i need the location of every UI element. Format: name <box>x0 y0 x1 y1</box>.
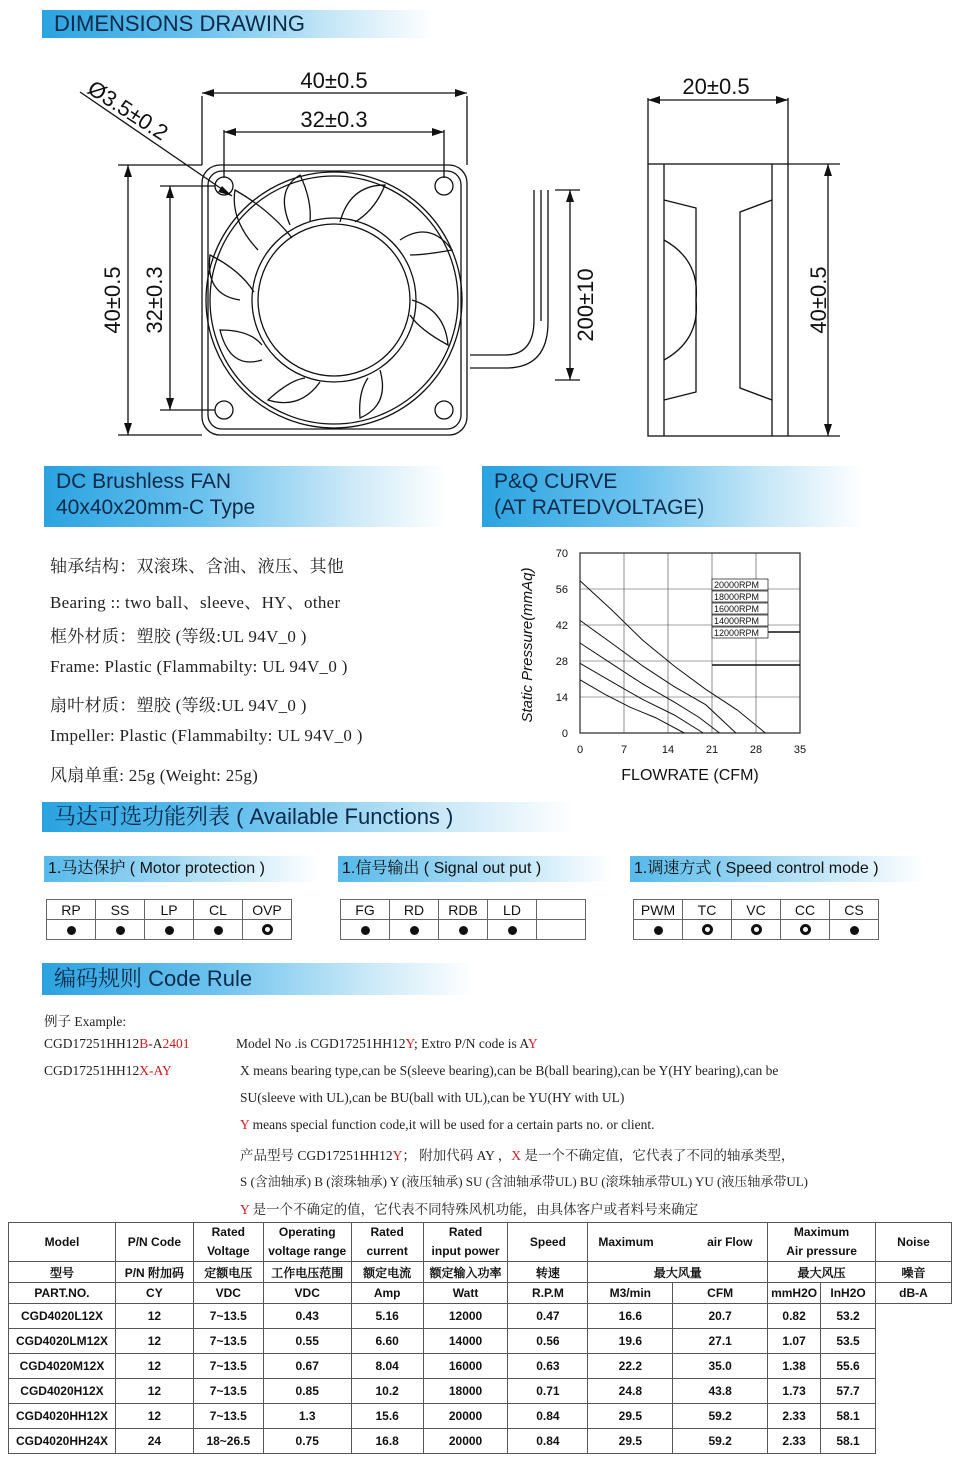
col-rated-voltage: Rated Voltage <box>193 1223 263 1262</box>
pq-curve-banner <box>482 466 864 527</box>
chart-x-tick: 0 <box>576 744 584 756</box>
value-cell: 0.71 <box>508 1379 588 1404</box>
speed-control-table <box>633 899 879 940</box>
chart-x-tick: 35 <box>793 744 807 756</box>
chart-x-label: FLOWRATE (CFM) <box>621 767 759 784</box>
chart-legend-label: 20000RPM <box>714 580 760 590</box>
model-cell: CGD4020HH24X <box>9 1429 116 1454</box>
code-rule-line-2: X means bearing type,can be S(sleeve bearing),can be B(ball bearing),can be Y(HY bearing),can be <box>240 1063 779 1078</box>
supported-dot-icon <box>410 926 419 935</box>
value-cell: 12 <box>115 1354 193 1379</box>
func-mark <box>634 920 683 940</box>
optional-ring-icon <box>800 924 811 935</box>
functions-banner <box>42 802 574 832</box>
chart-legend-label: 14000RPM <box>714 616 760 626</box>
func-col-label: LD <box>488 900 537 920</box>
dim-height-32: 32±0.3 <box>142 266 167 334</box>
value-cell: 0.82 <box>768 1304 821 1329</box>
fan-frame-outline <box>202 165 467 435</box>
value-cell: 58.1 <box>821 1429 876 1454</box>
func-col-label: VC <box>732 900 781 920</box>
func-col-label: CL <box>194 900 243 920</box>
func-mark <box>830 920 879 940</box>
dim-cable-length: 200±10 <box>573 268 598 342</box>
chart-x-tick: 7 <box>620 744 628 756</box>
value-cell: 1.38 <box>768 1354 821 1379</box>
func-mark <box>341 920 390 940</box>
func-mark <box>781 920 830 940</box>
value-cell: 0.55 <box>263 1329 351 1354</box>
value-cell: 7~13.5 <box>193 1329 263 1354</box>
table-row <box>9 1354 952 1379</box>
value-cell: 53.5 <box>821 1329 876 1354</box>
value-cell: 19.6 <box>588 1329 673 1354</box>
value-cell: 29.5 <box>588 1404 673 1429</box>
value-cell: 59.2 <box>673 1429 768 1454</box>
chart-y-tick: 70 <box>555 548 568 560</box>
value-cell: 1.3 <box>263 1404 351 1429</box>
value-cell: 29.5 <box>588 1429 673 1454</box>
func-col-label: FG <box>341 900 390 920</box>
value-cell: 15.6 <box>351 1404 423 1429</box>
value-cell: 0.56 <box>508 1329 588 1354</box>
col-speed: Speed <box>508 1223 588 1262</box>
value-cell: 5.16 <box>351 1304 423 1329</box>
func-mark <box>683 920 732 940</box>
pq-curve-subtitle: (AT RATEDVOLTAGE) <box>494 496 705 519</box>
table-header-cn: 型号 P/N 附加码 定额电压 工作电压范围 额定电流 额定输入功率 转速 最大风量 最大风压 噪音 <box>9 1262 952 1283</box>
example-label: 例子 Example: <box>44 1014 127 1029</box>
value-cell: 20.7 <box>673 1304 768 1329</box>
func-mark <box>194 920 243 940</box>
value-cell: 7~13.5 <box>193 1304 263 1329</box>
optional-ring-icon <box>262 924 273 935</box>
func-mark <box>488 920 537 940</box>
value-cell: 1.73 <box>768 1379 821 1404</box>
dim-side-height-40: 40±0.5 <box>806 266 831 334</box>
value-cell: 0.47 <box>508 1304 588 1329</box>
dim-depth-20: 20±0.5 <box>682 74 750 99</box>
value-cell: 59.2 <box>673 1404 768 1429</box>
chart-x-tick: 14 <box>661 744 675 756</box>
value-cell: 2.33 <box>768 1429 821 1454</box>
supported-dot-icon <box>67 926 76 935</box>
func-mark <box>390 920 439 940</box>
mount-hole <box>435 401 453 419</box>
value-cell: 2.33 <box>768 1404 821 1429</box>
func-col-label: SS <box>96 900 145 920</box>
col-model: Model <box>9 1223 116 1262</box>
model-cell: CGD4020LM12X <box>9 1329 116 1354</box>
optional-ring-icon <box>751 924 762 935</box>
spec-impeller-cn: 扇叶材质：塑胶 (等级:UL 94V_0 ) <box>50 696 307 715</box>
mount-hole <box>215 401 233 419</box>
spec-frame-cn: 框外材质：塑胶 (等级:UL 94V_0 ) <box>50 627 307 646</box>
value-cell: 0.43 <box>263 1304 351 1329</box>
dim-height-40: 40±0.5 <box>100 266 125 334</box>
chart-y-label: Static Pressure(mmAq) <box>519 567 536 723</box>
value-cell: 7~13.5 <box>193 1404 263 1429</box>
code-rule-line-4: Y means special function code,it will be used for a certain parts no. or client. <box>240 1117 655 1132</box>
signal-output-label: 1.信号输出 ( Signal out put ) <box>338 856 612 882</box>
table-row <box>9 1304 952 1329</box>
spec-table <box>8 1222 952 1454</box>
value-cell: 57.7 <box>821 1379 876 1404</box>
value-cell: 22.2 <box>588 1354 673 1379</box>
chart-y-tick: 42 <box>555 620 568 632</box>
value-cell: 0.75 <box>263 1429 351 1454</box>
value-cell: 0.84 <box>508 1404 588 1429</box>
spec-bearing-cn: 轴承结构：双滚珠、含油、液压、其他 <box>50 557 345 576</box>
func-mark <box>243 920 292 940</box>
value-cell: 16.8 <box>351 1429 423 1454</box>
motor-protection-label: 1.马达保护 ( Motor protection ) <box>44 856 318 882</box>
model-cell: CGD4020L12X <box>9 1304 116 1329</box>
value-cell: 12 <box>115 1379 193 1404</box>
func-col-label: OVP <box>243 900 292 920</box>
func-col-label: CC <box>781 900 830 920</box>
optional-ring-icon <box>702 924 713 935</box>
col-rated-power: Rated input power <box>423 1223 508 1262</box>
pq-curve-chart <box>510 545 840 790</box>
supported-dot-icon <box>361 926 370 935</box>
col-max-airflow: Maximum air Flow <box>588 1223 768 1262</box>
func-col-label: RD <box>390 900 439 920</box>
dimensions-title: DIMENSIONS DRAWING <box>54 11 305 36</box>
value-cell: 24 <box>115 1429 193 1454</box>
value-cell: 12 <box>115 1404 193 1429</box>
value-cell: 7~13.5 <box>193 1379 263 1404</box>
supported-dot-icon <box>165 926 174 935</box>
value-cell: 1.07 <box>768 1329 821 1354</box>
model-cell: CGD4020M12X <box>9 1354 116 1379</box>
code-rule-line-6: S (含油轴承) B (滚珠轴承) Y (液压轴承) SU (含油轴承带UL) BU (滚珠轴承带UL) YU (液压轴承带UL) <box>240 1174 808 1189</box>
value-cell: 18000 <box>423 1379 508 1404</box>
value-cell: 0.63 <box>508 1354 588 1379</box>
chart-y-tick: 56 <box>555 584 568 596</box>
value-cell: 0.84 <box>508 1429 588 1454</box>
model-cell: CGD4020H12X <box>9 1379 116 1404</box>
fan-hub <box>252 218 416 382</box>
speed-control-label: 1.调速方式 ( Speed control mode ) <box>630 856 924 882</box>
table-row <box>9 1404 952 1429</box>
supported-dot-icon <box>459 926 468 935</box>
value-cell: 24.8 <box>588 1379 673 1404</box>
value-cell: 27.1 <box>673 1329 768 1354</box>
value-cell: 8.04 <box>351 1354 423 1379</box>
func-mark <box>732 920 781 940</box>
value-cell: 55.6 <box>821 1354 876 1379</box>
value-cell: 0.85 <box>263 1379 351 1404</box>
fan-type-size: 40x40x20mm-C Type <box>56 496 256 519</box>
motor-protection-table <box>46 899 292 940</box>
func-col-label: RP <box>47 900 96 920</box>
fan-side-outline <box>648 164 788 436</box>
spec-frame-en: Frame: Plastic (Flammabilty: UL 94V_0 ) <box>50 657 348 676</box>
code-rule-line-3: SU(sleeve with UL),can be BU(ball with UL),can be YU(HY with UL) <box>240 1090 625 1105</box>
func-mark <box>145 920 194 940</box>
chart-series-line <box>580 643 720 733</box>
chart-y-tick: 28 <box>555 656 568 668</box>
value-cell: 16000 <box>423 1354 508 1379</box>
dim-hole-spacing-32: 32±0.3 <box>300 107 368 132</box>
dim-hole-diameter: Ø3.5±0.2 <box>83 75 173 146</box>
spec-weight: 风扇单重: 25g (Weight: 25g) <box>50 766 259 785</box>
chart-legend-label: 16000RPM <box>714 604 760 614</box>
chart-y-tick: 0 <box>561 728 568 740</box>
fan-type-banner <box>44 466 446 527</box>
col-max-pressure: Maximum Air pressure <box>768 1223 876 1262</box>
code-rule-banner <box>42 963 474 995</box>
value-cell: 12 <box>115 1329 193 1354</box>
value-cell: 53.2 <box>821 1304 876 1329</box>
supported-dot-icon <box>214 926 223 935</box>
value-cell: 20000 <box>423 1429 508 1454</box>
table-header-en <box>9 1223 952 1262</box>
value-cell: 16.6 <box>588 1304 673 1329</box>
col-rated-current: Rated current <box>351 1223 423 1262</box>
value-cell: 6.60 <box>351 1329 423 1354</box>
func-mark <box>47 920 96 940</box>
spec-impeller-en: Impeller: Plastic (Flammabilty: UL 94V_0 ) <box>50 726 363 745</box>
func-mark <box>96 920 145 940</box>
value-cell: 43.8 <box>673 1379 768 1404</box>
dim-width-40: 40±0.5 <box>300 68 368 93</box>
functions-title: 马达可选功能列表 ( Available Functions ) <box>54 804 454 829</box>
func-col-label: CS <box>830 900 879 920</box>
value-cell: 58.1 <box>821 1404 876 1429</box>
chart-legend-label: 12000RPM <box>714 628 760 638</box>
chart-x-tick: 21 <box>705 744 719 756</box>
col-noise: Noise <box>876 1223 952 1262</box>
chart-y-tick: 14 <box>555 692 568 704</box>
col-pn-code: P/N Code <box>115 1223 193 1262</box>
func-mark <box>439 920 488 940</box>
func-col-label <box>537 900 586 920</box>
value-cell: 18~26.5 <box>193 1429 263 1454</box>
mount-hole <box>435 177 453 195</box>
code-rule-line-1: Model No .is CGD17251HH12Y; Extro P/N code is AY <box>236 1036 538 1051</box>
col-operating-range: Operating voltage range <box>263 1223 351 1262</box>
pq-curve-title: P&Q CURVE <box>494 470 618 493</box>
code-rule-title: 编码规则 Code Rule <box>54 966 253 991</box>
signal-output-table <box>340 899 586 940</box>
code-rule-line-7: Y 是一个不确定的值，它代表不同特殊风机功能，由具体客户或者料号来确定 <box>240 1202 699 1217</box>
model-cell: CGD4020HH12X <box>9 1404 116 1429</box>
pn-code-cell: CY <box>115 1283 193 1304</box>
chart-series-line <box>580 680 684 733</box>
example-part-2: CGD17251HH12X-AY <box>44 1063 172 1078</box>
value-cell: 7~13.5 <box>193 1354 263 1379</box>
value-cell: 20000 <box>423 1404 508 1429</box>
fan-type-title: DC Brushless FAN <box>56 470 232 493</box>
func-col-label: TC <box>683 900 732 920</box>
fan-venturi <box>206 172 462 428</box>
value-cell: 10.2 <box>351 1379 423 1404</box>
value-cell: 0.67 <box>263 1354 351 1379</box>
func-col-label: RDB <box>439 900 488 920</box>
code-rule-line-5: 产品型号 CGD17251HH12Y； 附加代码 AY ，X 是一个不确定值，它代表了不同的轴承类型， <box>240 1148 795 1163</box>
spec-bearing-en: Bearing :: two ball、sleeve、HY、other <box>50 593 341 612</box>
front-view-drawing <box>0 0 960 460</box>
value-cell: 12 <box>115 1304 193 1329</box>
table-units-row: PART.NO. CY VDC VDC Amp Watt R.P.M M3/min CFM mmH2O InH2O dB-A <box>9 1283 952 1304</box>
value-cell: 35.0 <box>673 1354 768 1379</box>
table-row <box>9 1379 952 1404</box>
supported-dot-icon <box>654 926 663 935</box>
func-mark <box>537 920 586 940</box>
chart-x-tick: 28 <box>749 744 763 756</box>
chart-legend-label: 18000RPM <box>714 592 760 602</box>
table-row <box>9 1329 952 1354</box>
value-cell: 12000 <box>423 1304 508 1329</box>
func-col-label: LP <box>145 900 194 920</box>
example-part-1: CGD17251HH12B-A2401 <box>44 1036 190 1051</box>
value-cell: 14000 <box>423 1329 508 1354</box>
supported-dot-icon <box>508 926 517 935</box>
supported-dot-icon <box>116 926 125 935</box>
func-col-label: PWM <box>634 900 683 920</box>
table-row <box>9 1429 952 1454</box>
supported-dot-icon <box>850 926 859 935</box>
